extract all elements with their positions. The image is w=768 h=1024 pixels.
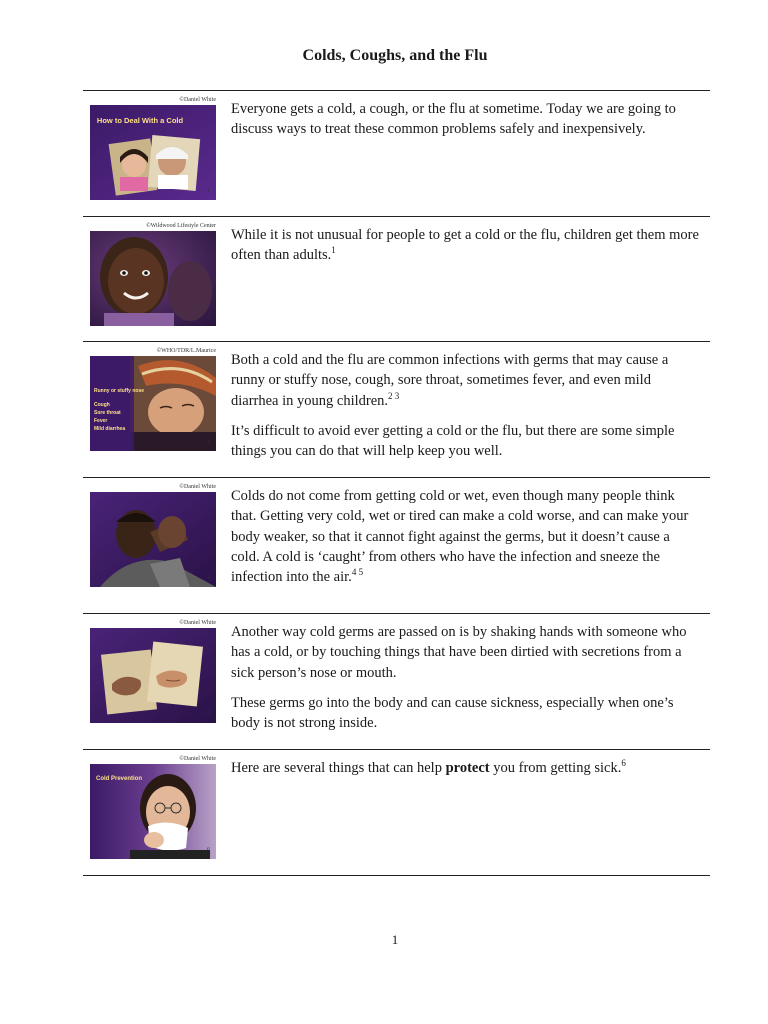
slides-table [83,90,710,876]
photo-credit: ©Daniel White [179,756,216,762]
paragraph-text: Colds do not come from getting cold or wet, even though many people think that. Getting very cold, wet or tired can make a cold worse, and can make your body weaker, so that it cannot fight against the germs, but it doesn’t cause a cold. A cold is ‘caught’ from others who have the infection and sneeze the infection into the air. [231,488,689,586]
paragraph [231,693,700,734]
slide-cell [83,614,223,749]
photo-credit: ©WHO/TDR/L.Maurice [156,348,216,354]
description-cell [223,342,710,477]
slide-bullet: Mild diarrhea [94,426,126,432]
description-cell [223,750,710,875]
slide-title: Cold Prevention [96,776,143,782]
paragraph [231,421,700,462]
description-cell [223,478,710,613]
table-row [83,217,710,342]
paragraph-text: It’s difficult to avoid ever getting a cold or the flu, but there are some simple things you can do that will help keep you well. [231,422,675,460]
slide-cell [83,478,223,613]
slide-image-man-sneezing [90,492,216,587]
page-number: 1 [391,932,399,947]
table-row [83,342,710,478]
photo-credit: ©Daniel White [179,97,216,103]
slide-bullet: Runny or stuffy nose [94,388,145,394]
slide-number: 4 [207,575,210,581]
paragraph [231,758,700,778]
paragraph [231,486,700,587]
slide-thumbnail [90,356,216,451]
table-row [83,750,710,876]
slide-bullet: Sore throat [94,410,121,416]
description-cell [223,614,710,749]
footnote-ref: 1 [331,245,336,256]
table-row [83,614,710,750]
slide-title: How to Deal With a Cold [96,116,184,125]
slide-cell [83,91,223,216]
slide-number: 3 [207,439,210,445]
slide-number: 5 [207,711,210,717]
slide-image-hands [90,628,216,723]
slide-cell [83,217,223,341]
footnote-ref: 6 [621,758,626,769]
footnote-ref: 4 5 [351,567,364,578]
paragraph-text: Everyone gets a cold, a cough, or the flu at sometime. Today we are going to discuss ways to treat these common problems safely and inexpensively. [231,101,676,138]
slide-image-sick-child [90,356,216,451]
paragraph-text: While it is not unusual for people to get a cold or the flu, children get them more often than adults. [231,227,699,264]
slide-image-woman-tissue [90,764,216,859]
slide-thumbnail [90,628,216,723]
slide-number: 6 [207,847,210,853]
paragraph-text: Here are several things that can help [231,760,446,776]
paragraph-text: These germs go into the body and can cause sickness, especially when one’s body is not strong inside. [231,694,674,732]
slide-cell [83,750,223,875]
slide-thumbnail [90,764,216,859]
document-title: Colds, Coughs, and the Flu [302,47,488,64]
slide-thumbnail [90,492,216,587]
slide-thumbnail [90,231,216,326]
slide-cell [83,342,223,477]
photo-credit: ©Wildwood Lifestyle Center [146,223,216,229]
footnote-ref: 2 3 [388,390,400,401]
description-cell [223,217,710,341]
slide-thumbnail [90,105,216,200]
photo-credit: ©Daniel White [179,484,216,490]
paragraph [231,99,700,140]
slide-image-children [90,105,216,200]
paragraph [231,350,700,411]
paragraph-text: Another way cold germs are passed on is by shaking hands with someone who has a cold, or by touching things that have been dirtied with secretions from a sick person’s nose or mouth. [231,624,687,681]
slide-bullet: Cough [94,402,110,408]
paragraph-text: you from getting sick. [489,760,622,776]
description-cell [223,91,710,216]
slide-bullet: Fever [94,418,108,424]
paragraph [231,622,700,683]
paragraph-text: Both a cold and the flu are common infections with germs that may cause a runny or stuffy nose, cough, sore throat, sometimes fever, and even mild diarrhea in young children. [231,352,669,409]
slide-number: 2 [207,314,210,320]
table-row [83,91,710,217]
emphasis-text: protect [445,760,490,776]
slide-number: 1 [207,188,210,194]
table-row [83,478,710,614]
slide-image-smiling-child [90,231,216,326]
paragraph [231,225,700,266]
photo-credit: ©Daniel White [179,620,216,626]
